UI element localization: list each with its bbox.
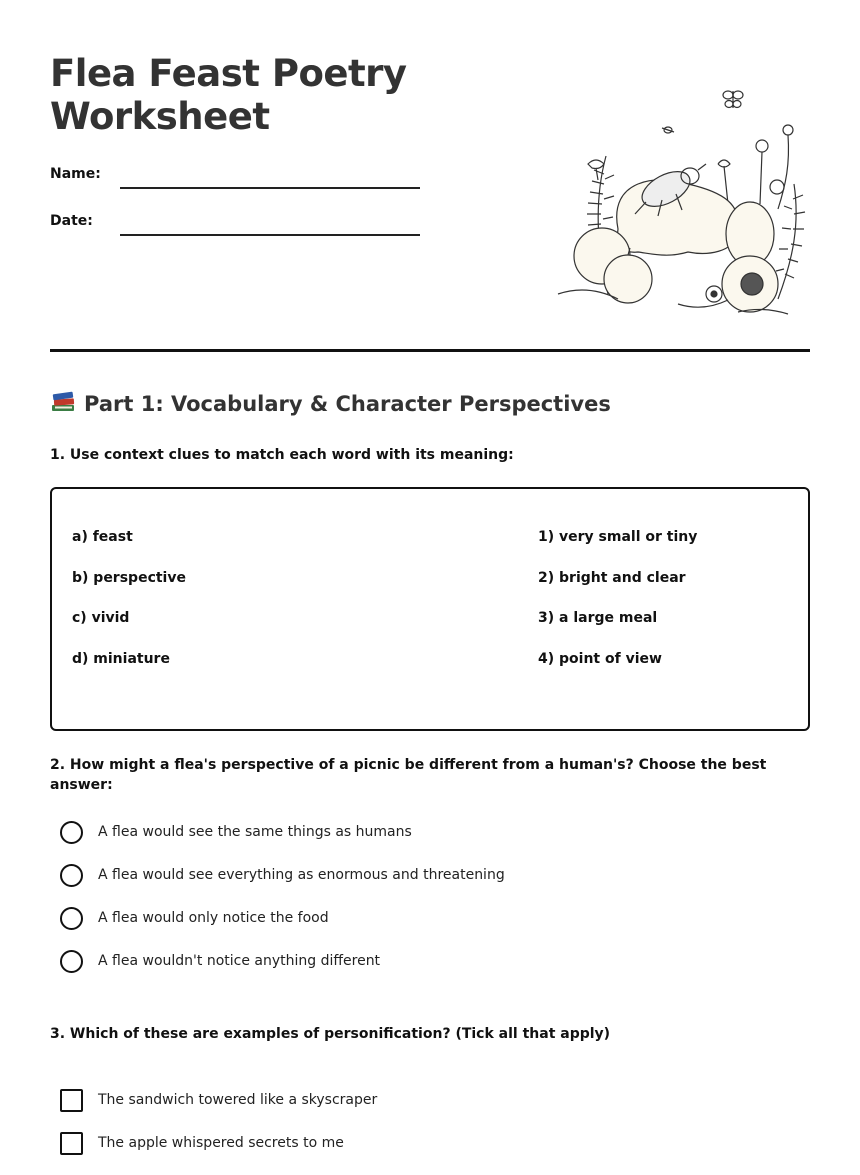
option-label: A flea wouldn't notice anything different [98, 953, 381, 969]
match-word: d) miniature [72, 650, 170, 667]
option-label: A flea would see the same things as humans [98, 824, 412, 840]
word-column [72, 527, 186, 689]
match-meaning: 4) point of view [538, 650, 662, 667]
radio-button[interactable] [60, 907, 83, 930]
radio-button[interactable] [60, 950, 83, 973]
small-insect-icon [662, 127, 674, 133]
option-label: The apple whispered secrets to me [98, 1135, 344, 1151]
radio-button[interactable] [60, 821, 83, 844]
name-line[interactable] [120, 187, 420, 189]
option-label: The sandwich towered like a skyscraper [98, 1092, 378, 1108]
picnic-illustration [538, 84, 810, 320]
date-label: Date: [50, 213, 93, 229]
small-flower-bottom [706, 286, 722, 302]
match-word: a) feast [72, 529, 133, 545]
books-icon [50, 390, 78, 414]
matching-box [50, 487, 810, 731]
page-title: Flea Feast Poetry Worksheet [50, 52, 407, 138]
option-label: A flea would see everything as enormous and threatening [98, 867, 505, 883]
meaning-column [538, 527, 697, 689]
date-line[interactable] [120, 234, 420, 236]
q2-prompt: 2. How might a flea's perspective of a picnic be different from a human's? Choose the best answer: [50, 757, 767, 793]
butterfly-icon [723, 91, 743, 108]
part1-heading-text: Part 1: Vocabulary & Character Perspectives [84, 392, 611, 416]
name-field[interactable] [50, 166, 420, 196]
header-divider [50, 349, 810, 352]
flower-icons [718, 125, 793, 209]
date-field[interactable] [50, 213, 420, 243]
fruit-right [722, 202, 778, 312]
checkbox[interactable] [60, 1089, 83, 1112]
checkbox[interactable] [60, 1132, 83, 1155]
match-meaning: 1) very small or tiny [538, 529, 698, 545]
q3-prompt: 3. Which of these are examples of personification? (Tick all that apply) [50, 1026, 611, 1042]
radio-button[interactable] [60, 864, 83, 887]
option-label: A flea would only notice the food [98, 910, 329, 926]
name-label: Name: [50, 166, 101, 182]
match-meaning: 2) bright and clear [538, 569, 686, 586]
match-meaning: 3) a large meal [538, 610, 658, 626]
q1-prompt: 1. Use context clues to match each word with its meaning: [50, 447, 514, 463]
part1-heading [50, 389, 611, 419]
match-word: c) vivid [72, 610, 130, 626]
match-word: b) perspective [72, 569, 186, 586]
